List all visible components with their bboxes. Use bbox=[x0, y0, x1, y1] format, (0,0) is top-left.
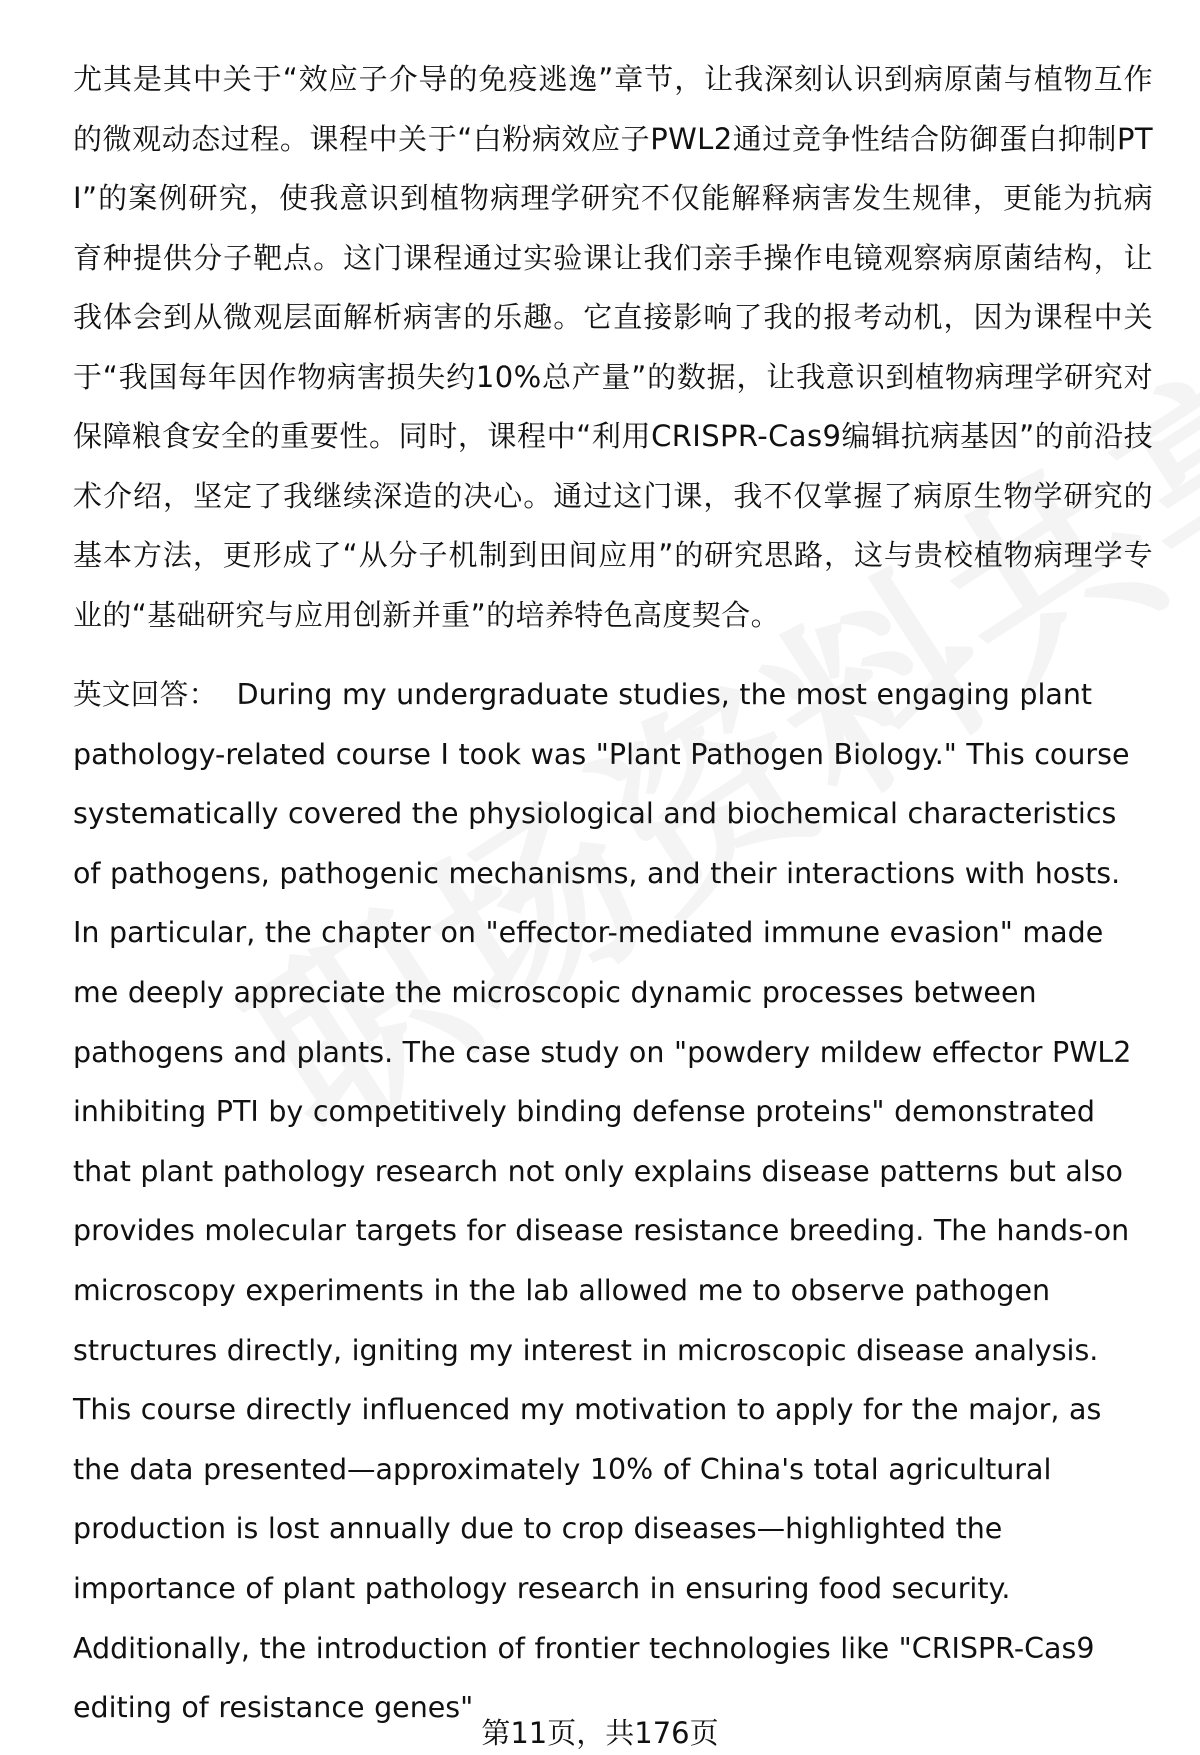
english-answer-label: 英文回答： bbox=[73, 678, 218, 711]
english-paragraph: During my undergraduate studies, the most engaging plant pathology-related course I took was "Plant Pathogen Biology." This course systematically covered the physiological and biochemical characteristics of pathogens, pathogenic mechanisms, and their interactions with hosts. In particular, the chapter on "effector-mediated immune evasion" made me deeply appreciate the microscopic dynamic processes between pathogens and plants. The case study on "powdery mildew effector PWL2 inhibiting PTI by competitively binding defense proteins" demonstrated that plant pathology research not only explains disease patterns but also provides molecular targets for disease resistance breeding. The hands-on microscopy experiments in the lab allowed me to observe pathogen structures directly, igniting my interest in microscopic disease analysis. This course directly influenced my motivation to apply for the major, as the data presented—approximately 10% of China's total agricultural production is lost annually due to crop diseases—highlighted the importance of plant pathology research in ensuring food security. Additionally, the introduction of frontier technologies like "CRISPR-Cas9 editing of resistance genes" bbox=[73, 678, 1132, 1725]
english-answer bbox=[73, 665, 1153, 1738]
chinese-paragraph: 尤其是其中关于“效应子介导的免疫逃逸”章节，让我深刻认识到病原菌与植物互作的微观动态过程。课程中关于“白粉病效应子PWL2通过竞争性结合防御蛋白抑制PTI”的案例研究，使我意识到植物病理学研究不仅能解释病害发生规律，更能为抗病育种提供分子靶点。这门课程通过实验课让我们亲手操作电镜观察病原菌结构，让我体会到从微观层面解析病害的乐趣。它直接影响了我的报考动机，因为课程中关于“我国每年因作物病害损失约10%总产量”的数据，让我意识到植物病理学研究对保障粮食安全的重要性。同时，课程中“利用CRISPR-Cas9编辑抗病基因”的前沿技术介绍，坚定了我继续深造的决心。通过这门课，我不仅掌握了病原生物学研究的基本方法，更形成了“从分子机制到田间应用”的研究思路，这与贵校植物病理学专业的“基础研究与应用创新并重”的培养特色高度契合。 bbox=[73, 62, 1153, 632]
page-number: 第11页，共176页 bbox=[481, 1716, 719, 1750]
document-body bbox=[73, 50, 1153, 1738]
